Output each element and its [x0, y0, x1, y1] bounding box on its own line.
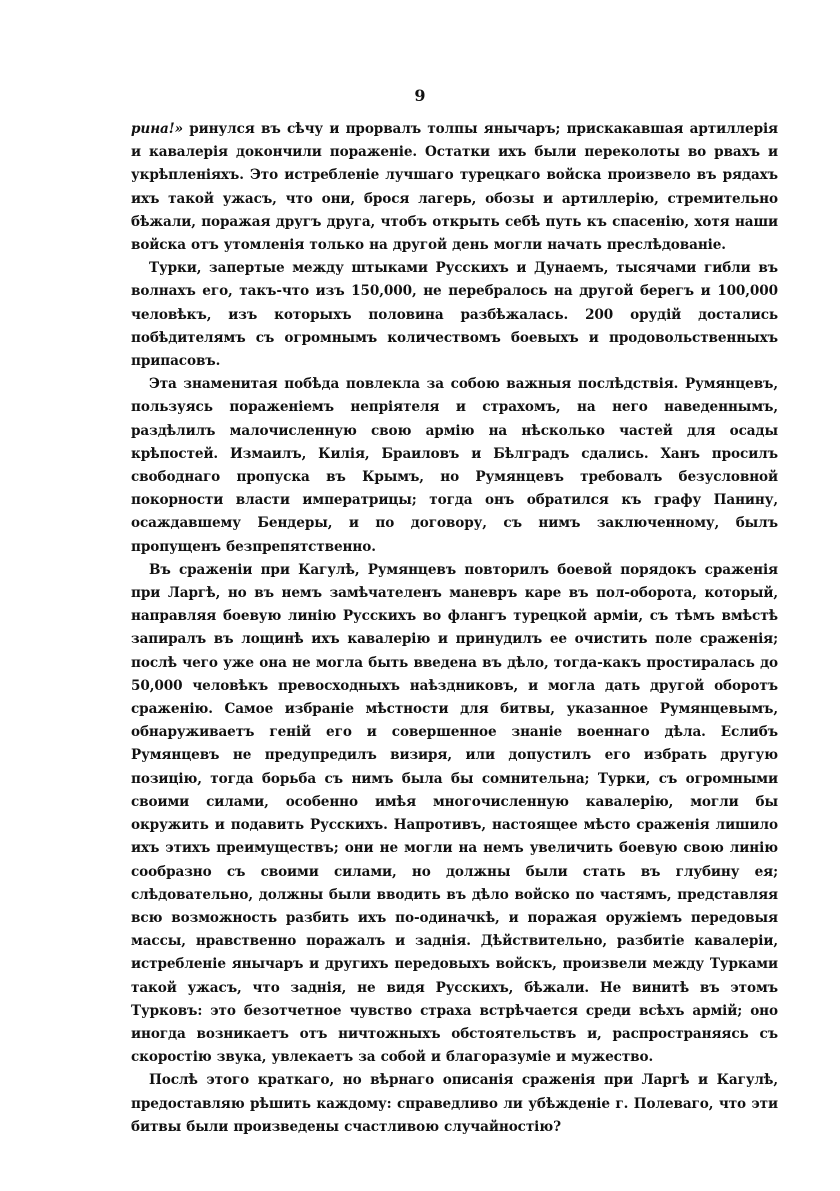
italic-lead: рина!» [131, 121, 183, 137]
page-number: 9 [414, 86, 426, 105]
paragraph-text: ринулся въ сѣчу и прорвалъ толпы янычаръ; прискакавшая артиллерія и кавалерія докончили пораженіе. Остатки ихъ были переколоты во рвахъ и укрѣпленіяхъ. Это истребленіе лучшаго турецкаго войска произвело въ рядахъ ихъ такой ужасъ, что они, брося лагерь, обозы и артиллерію, стремительно бѣжали, поражая другъ друга, чтобъ открыть себѣ путь къ спасенію, хотя наши войска отъ утомленія только на другой день могли начать преслѣдованіе. [131, 121, 778, 254]
paragraph: Въ сраженіи при Кагулѣ, Румянцевъ повторилъ боевой порядокъ сраженія при Ларгѣ, но въ немъ замѣчателенъ маневръ каре въ пол-оборота, который, направляя боевую линію Русскихъ во флангъ турецкой арміи, съ тѣмъ вмѣстѣ запиралъ въ лощинѣ ихъ кавалерію и принудилъ ее очистить поле сраженія; послѣ чего уже она не могла быть введена въ дѣло, тогда-какъ простиралась до 50,000 человѣкъ превосходныхъ наѣздниковъ, и могла дать другой оборотъ сраженію. Самое избраніе мѣстности для битвы, указанное Румянцевымъ, обнаруживаетъ геній его и совершенное знаніе военнаго дѣла. Еслибъ Румянцевъ не предупредилъ визиря, или допустилъ его избрать другую позицію, тогда борьба съ нимъ была бы сомнительна; Турки, съ огромными своими силами, особенно имѣя многочисленную кавалерію, могли бы окружить и подавить Русскихъ. Напротивъ, настоящее мѣсто сраженія лишило ихъ этихъ преимуществъ; они не могли на немъ увеличить боевую свою линію сообразно съ своими силами, но должны были стать въ глубину ея; слѣдовательно, должны были вводить въ дѣло войско по частямъ, представляя всю возможность разбить ихъ по-одиначкѣ, и поражая оружіемъ передовыя массы, нравственно поражалъ и заднія. Дѣйствительно, разбитіе кавалеріи, истребленіе янычаръ и другихъ передовыхъ войскъ, произвели между Турками такой ужасъ, что заднія, не видя Русскихъ, бѣжали. Не винитѣ въ этомъ Турковъ: это безотчетное чувство страха встрѣчается среди всѣхъ армій; оно иногда возникаетъ отъ ничтожныхъ обстоятельствъ и, распространяясь съ скоростію звука, увлекаетъ за собой и благоразуміе и мужество. [131, 561, 778, 1066]
paragraph: Турки, запертые между штыками Русскихъ и Дунаемъ, тысячами гибли въ волнахъ его, такъ-что изъ 150,000, не перебралось на другой берегъ и 100,000 человѣкъ, изъ которыхъ половина разбѣжалась. 200 орудій достались побѣдителямъ съ огромнымъ количествомъ боевыхъ и продовольственныхъ припасовъ. [131, 260, 778, 370]
paragraph: Послѣ этого краткаго, но вѣрнаго описанія сраженія при Ларгѣ и Кагулѣ, предоставляю рѣшить каждому: справедливо ли убѣжденіе г. Полеваго, что эти битвы были произведены счастливою случайностію? [131, 1072, 778, 1135]
body-text [131, 118, 778, 1139]
paragraph-continuation [131, 118, 778, 257]
paragraph: Эта знаменитая побѣда повлекла за собою важныя послѣдствія. Румянцевъ, пользуясь пораженіемъ непріятеля и страхомъ, на него наведеннымъ, раздѣлилъ малочисленную свою армію на нѣсколько частей для осады крѣпостей. Измаилъ, Килія, Браиловъ и Бѣлградъ сдались. Ханъ просилъ свободнаго пропуска въ Крымъ, но Румянцевъ требовалъ безусловной покорности власти императрицы; тогда онъ обратился къ графу Панину, осаждавшему Бендеры, и по договору, съ нимъ заключенному, былъ пропущенъ безпрепятственно. [131, 376, 778, 555]
